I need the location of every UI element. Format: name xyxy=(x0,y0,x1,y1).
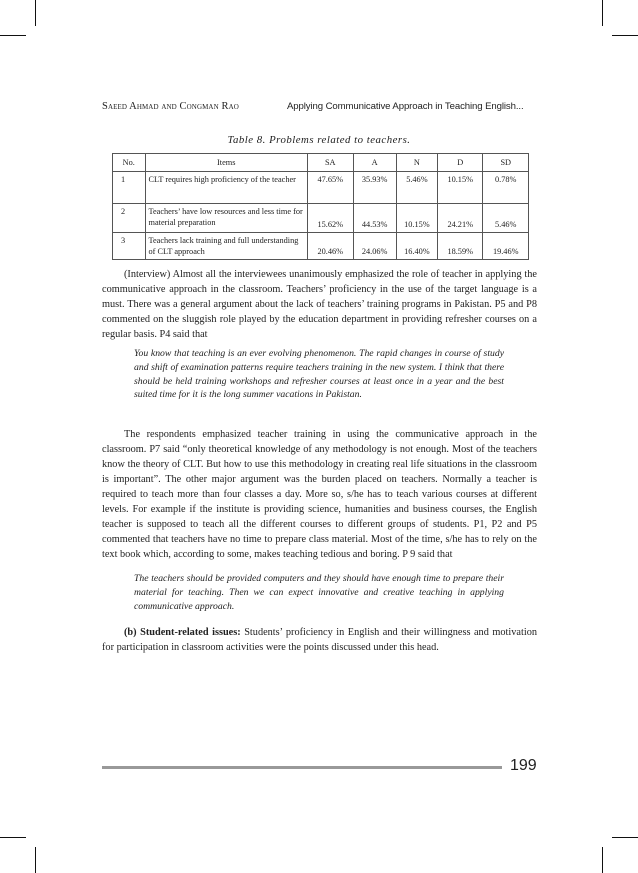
table-row xyxy=(113,204,529,233)
paragraph-student-issues xyxy=(102,625,537,655)
section-text: Students’ proficiency in English and their willingness and motivation for participation in classroom activities were the points discussed under this head. xyxy=(102,627,537,653)
header-cell: N xyxy=(396,154,437,172)
running-header-title: Applying Communicative Approach in Teaching English... xyxy=(287,101,524,112)
table-row xyxy=(113,233,529,260)
cell-a: 44.53% xyxy=(353,204,396,233)
row-number: 3 xyxy=(113,233,146,260)
header-cell: D xyxy=(437,154,483,172)
crop-mark xyxy=(0,35,26,36)
cell-n: 5.46% xyxy=(396,172,437,204)
running-header-authors xyxy=(102,101,239,112)
crop-mark xyxy=(35,0,36,26)
paragraph-respondents: The respondents emphasized teacher training in using the communicative approach in the classroom. P7 said “only theoretical knowledge of any methodology is not enough. Most of the teachers know the theory of CLT. But how to use this methodology in creating real life situations in the classroom is important”. The other major argument was the burden placed on teachers. Normally a teacher is required to teach more than four classes a day. More so, s/he has to teach various courses at different levels. For example if the institute is providing science, humanities and business courses, the English teacher is supposed to teach all the different courses to different groups of students. P1, P2 and P5 commented that teachers have no time to prepare class material. Most of the time, s/he has to rely on the text book which, according to some, makes teaching tedious and boring. P 9 said that xyxy=(102,429,537,560)
table-header-row xyxy=(113,154,529,172)
row-number: 1 xyxy=(113,172,146,204)
crop-mark xyxy=(35,847,36,873)
row-number: 2 xyxy=(113,204,146,233)
table-caption: Table 8. Problems related to teachers. xyxy=(227,134,411,146)
cell-sd: 5.46% xyxy=(483,204,529,233)
crop-mark xyxy=(612,35,638,36)
paragraph-interview: (Interview) Almost all the interviewees unanimously emphasized the role of teacher in applying the communicative approach in the classroom. Teachers’ proficiency in the use of the target language is a must. There was a general argument about the lack of teachers’ training programs in Pakistan. P5 and P8 commented on the sluggish role played by the education department in providing refresher courses on a regular basis. P4 said that xyxy=(102,269,537,340)
row-item: Teachers lack training and full understanding of CLT approach xyxy=(145,233,308,260)
crop-mark xyxy=(612,837,638,838)
cell-d: 10.15% xyxy=(437,172,483,204)
section-lead: (b) Student-related issues: xyxy=(124,627,241,638)
cell-a: 24.06% xyxy=(353,233,396,260)
quote-p4: You know that teaching is an ever evolving phenomenon. The rapid changes in course of study and shift of examination patterns require teachers training in the new system. I think that there should be held training workshops and refresher courses at least once in a year and the best suited time for it is the long summer vacations in Pakistan. xyxy=(134,348,504,401)
crop-mark xyxy=(602,0,603,26)
cell-sd: 0.78% xyxy=(483,172,529,204)
table-row xyxy=(113,172,529,204)
row-item: CLT requires high proficiency of the teacher xyxy=(145,172,308,204)
cell-sa: 20.46% xyxy=(308,233,354,260)
cell-sa: 15.62% xyxy=(308,204,354,233)
page-number: 199 xyxy=(510,757,537,774)
header-cell: A xyxy=(353,154,396,172)
crop-mark xyxy=(602,847,603,873)
cell-d: 24.21% xyxy=(437,204,483,233)
crop-mark xyxy=(0,837,26,838)
row-item: Teachers’ have low resources and less time for material preparation xyxy=(145,204,308,233)
header-cell: Items xyxy=(145,154,308,172)
cell-n: 10.15% xyxy=(396,204,437,233)
authors-text: Saeed Ahmad and Congman Rao xyxy=(102,101,239,112)
header-cell: SD xyxy=(483,154,529,172)
cell-d: 18.59% xyxy=(437,233,483,260)
cell-n: 16.40% xyxy=(396,233,437,260)
footer-rule xyxy=(102,766,502,769)
quote-p9: The teachers should be provided computers and they should have enough time to prepare their material for teaching. Then we can expect innovative and creative teaching in applying communicative approach. xyxy=(134,573,504,612)
problems-table xyxy=(112,153,529,260)
cell-sa: 47.65% xyxy=(308,172,354,204)
cell-sd: 19.46% xyxy=(483,233,529,260)
header-cell: No. xyxy=(113,154,146,172)
cell-a: 35.93% xyxy=(353,172,396,204)
header-cell: SA xyxy=(308,154,354,172)
